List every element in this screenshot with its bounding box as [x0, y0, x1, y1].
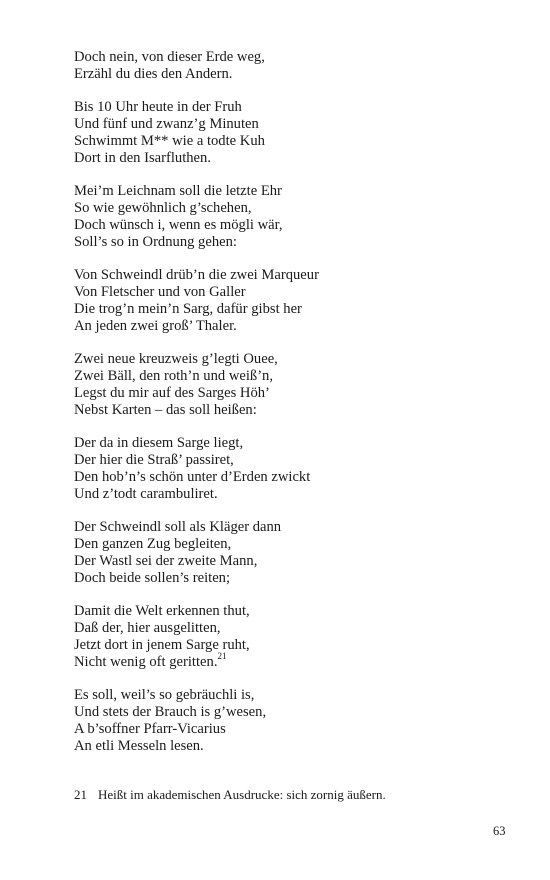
- verse-line: Der hier die Straß’ passiret,: [74, 452, 234, 469]
- page-number: 63: [493, 824, 506, 838]
- verse-line-with-footnote: [74, 650, 494, 671]
- footnote-number: 21: [74, 787, 87, 802]
- verse-line: Die trog’n mein’n Sarg, dafür gibst her: [74, 300, 302, 317]
- verse-line: So wie gewöhnlich g’schehen,: [74, 200, 252, 217]
- verse-line: An etli Messeln lesen.: [74, 737, 204, 754]
- verse-line: A b’soffner Pfarr-Vicarius: [74, 720, 226, 737]
- verse-line: Doch nein, von dieser Erde weg,: [74, 49, 265, 65]
- verse-line: Schwimmt M** wie a todte Kuh: [74, 132, 265, 149]
- footnote: [74, 787, 386, 803]
- verse-line: Der da in diesem Sarge liegt,: [74, 435, 244, 452]
- verse-line: Legst du mir auf des Sarges Höh’: [74, 384, 270, 401]
- verse-line: Den hob’n’s schön unter d’Erden zwickt: [74, 468, 311, 485]
- verse-line: Der Schweindl soll als Kläger dann: [74, 519, 282, 536]
- verse-line: Mei’m Leichnam soll die letzte Ehr: [74, 183, 282, 200]
- stanza: [74, 183, 494, 250]
- verse-line: Dort in den Isarfluthen.: [74, 149, 211, 166]
- verse-line: Erzähl du dies den Andern.: [74, 65, 233, 82]
- verse-line: Bis 10 Uhr heute in der Fruh: [74, 99, 242, 116]
- footnote-text: Heißt im akademischen Ausdrucke: sich zornig äußern.: [98, 787, 386, 802]
- verse-line: Jetzt dort in jenem Sarge ruht,: [74, 636, 250, 653]
- verse-line: Es soll, weil’s so gebräuchli is,: [74, 687, 255, 704]
- verse-line: Zwei Bäll, den roth’n und weiß’n,: [74, 368, 273, 385]
- poem: [74, 49, 494, 771]
- stanza: [74, 49, 494, 83]
- stanza: [74, 687, 494, 754]
- stanza: [74, 519, 494, 586]
- verse-line: Doch beide sollen’s reiten;: [74, 569, 231, 586]
- stanza: [74, 435, 494, 502]
- verse-line: Daß der, hier ausgelitten,: [74, 620, 221, 637]
- verse-line: Damit die Welt erkennen thut,: [74, 603, 250, 620]
- verse-line: Und fünf und zwanz’g Minuten: [74, 116, 259, 133]
- verse-text: Nicht wenig oft geritten.: [74, 653, 218, 670]
- stanza: [74, 267, 494, 334]
- stanza: [74, 99, 494, 166]
- verse-line: Von Schweindl drüb’n die zwei Marqueur: [74, 267, 319, 284]
- stanza: [74, 351, 494, 418]
- verse-line: Zwei neue kreuzweis g’legti Ouee,: [74, 351, 278, 368]
- verse-line: Und z’todt carambuliret.: [74, 485, 218, 502]
- footnote-reference[interactable]: 21: [217, 650, 227, 661]
- verse-line: Von Fletscher und von Galler: [74, 284, 246, 301]
- verse-line: Und stets der Brauch is g’wesen,: [74, 704, 267, 721]
- verse-line: An jeden zwei groß’ Thaler.: [74, 317, 237, 334]
- verse-line: Der Wastl sei der zweite Mann,: [74, 552, 258, 569]
- stanza: [74, 603, 494, 670]
- verse-line: Soll’s so in Ordnung gehen:: [74, 233, 237, 250]
- verse-line: Doch wünsch i, wenn es mögli wär,: [74, 216, 283, 233]
- verse-line: Nebst Karten – das soll heißen:: [74, 401, 257, 418]
- verse-line: Den ganzen Zug begleiten,: [74, 536, 232, 553]
